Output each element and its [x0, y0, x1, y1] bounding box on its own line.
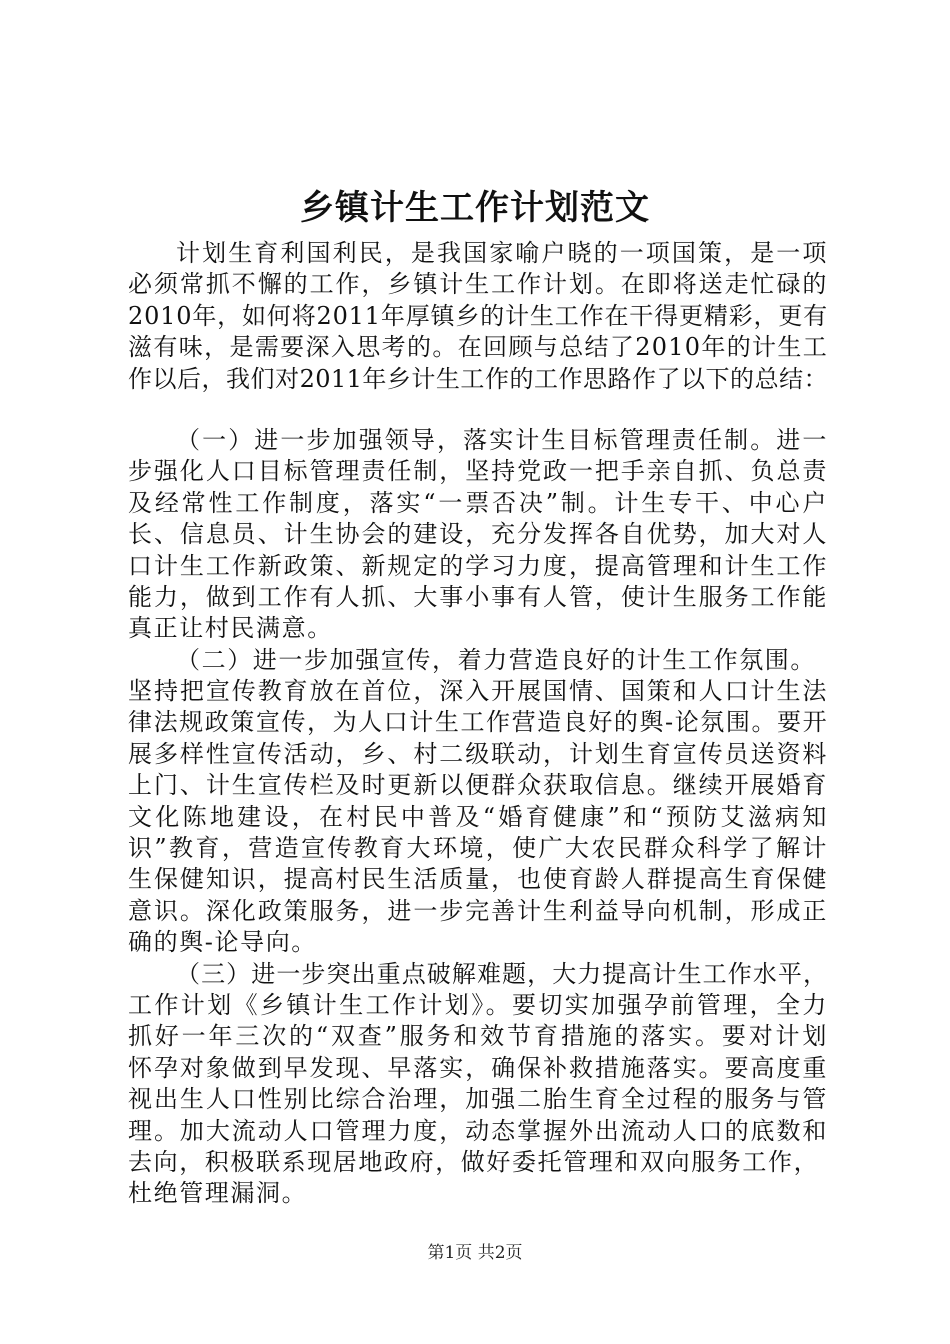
text-line: 能力，做到工作有人抓、大事小事有人管，使计生服务工作能 — [128, 582, 828, 611]
text-line: 意识。深化政策服务，进一步完善计生利益导向机制，形成正 — [128, 896, 828, 925]
section-3-paragraph — [128, 959, 828, 1210]
text-line: （一）进一步加强领导，落实计生目标管理责任制。进一 — [176, 425, 828, 454]
text-line: 工作计划《乡镇计生工作计划》。要切实加强孕前管理，全力 — [128, 990, 828, 1019]
text-line: 上门、计生宣传栏及时更新以便群众获取信息。继续开展婚育 — [128, 771, 828, 800]
text-line: 抓好一年三次的“双查”服务和效节育措施的落实。要对计划 — [128, 1022, 828, 1051]
page-number-footer: 第1页 共2页 — [427, 1243, 523, 1263]
text-line: 理。加大流动人口管理力度，动态掌握外出流动人口的底数和 — [128, 1116, 828, 1145]
section-2-paragraph — [128, 645, 828, 959]
text-line: 杜绝管理漏洞。 — [128, 1179, 308, 1208]
text-line: 律法规政策宣传，为人口计生工作营造良好的舆-论氛围。要开 — [128, 708, 828, 737]
text-line: 长、信息员、计生协会的建设，充分发挥各自优势，加大对人 — [128, 520, 828, 549]
text-line: 步强化人口目标管理责任制，坚持党政一把手亲自抓、负总责 — [128, 457, 828, 486]
intro-paragraph — [128, 238, 828, 395]
text-line: 文化陈地建设，在村民中普及“婚育健康”和“预防艾滋病知 — [128, 802, 828, 831]
text-line: 展多样性宣传活动，乡、村二级联动，计划生育宣传员送资料 — [128, 739, 828, 768]
text-line: 去向，积极联系现居地政府，做好委托管理和双向服务工作， — [128, 1147, 820, 1176]
text-line: （三）进一步突出重点破解难题，大力提高计生工作水平， — [176, 959, 828, 988]
section-1-paragraph — [128, 425, 828, 645]
text-line: 生保健知识，提高村民生活质量，也使育龄人群提高生育保健 — [128, 865, 828, 894]
document-body — [128, 238, 828, 1210]
text-line: 真正让村民满意。 — [128, 614, 333, 643]
text-line: 作以后，我们对2011年乡计生工作的工作思路作了以下的总结： — [128, 364, 828, 393]
text-line: 计划生育利国利民，是我国家喻户晓的一项国策，是一项 — [176, 239, 828, 267]
paragraph-gap — [128, 395, 828, 425]
text-line: 确的舆-论导向。 — [128, 928, 317, 957]
text-line: （二）进一步加强宣传，着力营造良好的计生工作氛围。 — [176, 645, 816, 674]
text-line: 识”教育，营造宣传教育大环境，使广大农民群众科学了解计 — [128, 834, 828, 863]
text-line: 及经常性工作制度，落实“一票否决”制。计生专干、中心户 — [128, 488, 828, 517]
text-line: 坚持把宣传教育放在首位，深入开展国情、国策和人口计生法 — [128, 677, 828, 706]
text-line: 滋有味，是需要深入思考的。在回顾与总结了2010年的计生工 — [128, 333, 828, 362]
text-line: 怀孕对象做到早发现、早落实，确保补救措施落实。要高度重 — [128, 1053, 828, 1082]
text-line: 口计生工作新政策、新规定的学习力度，提高管理和计生工作 — [128, 551, 828, 580]
text-line: 视出生人口性别比综合治理，加强二胎生育全过程的服务与管 — [128, 1085, 828, 1114]
text-line: 2010年，如何将2011年厚镇乡的计生工作在干得更精彩，更有 — [128, 301, 828, 330]
text-line: 必须常抓不懈的工作，乡镇计生工作计划。在即将送走忙碌的 — [128, 270, 828, 299]
document-title: 乡镇计生工作计划范文 — [300, 188, 650, 228]
